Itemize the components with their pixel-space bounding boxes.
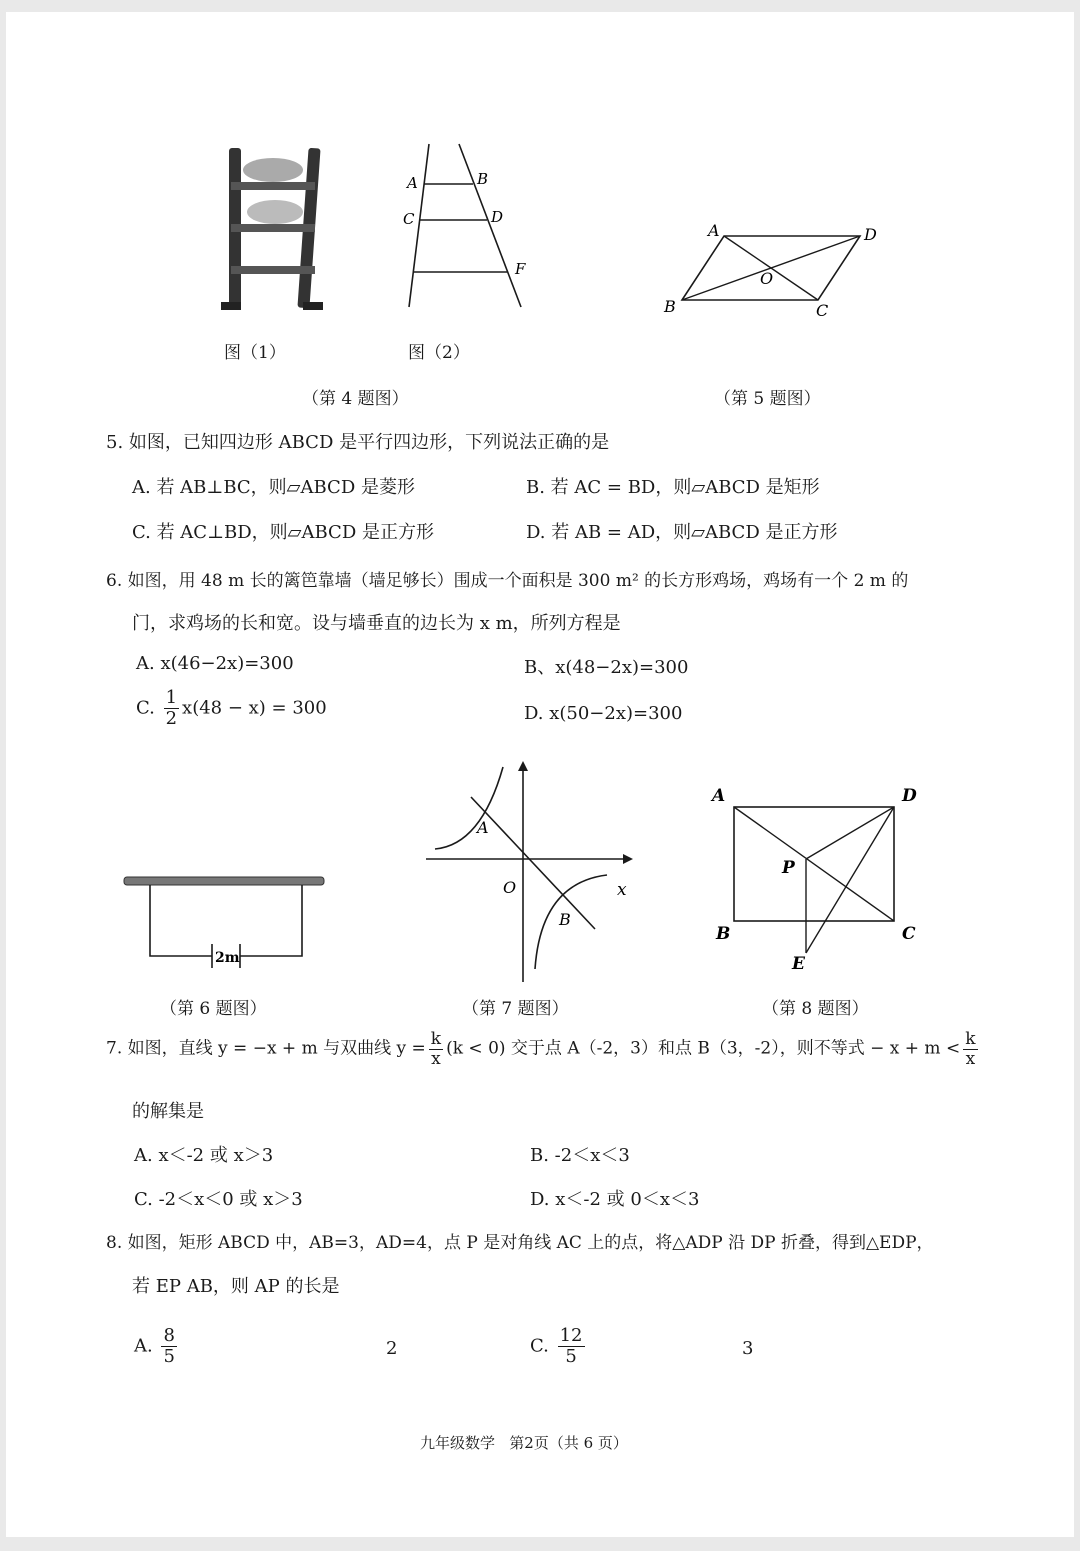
fig4-label-a: A xyxy=(407,174,418,192)
q6-c-frac-den: 2 xyxy=(165,707,178,729)
fig4-label-d: D xyxy=(491,208,504,226)
q7-fraction-2 xyxy=(963,1030,977,1068)
fig5-label-a: A xyxy=(708,221,720,240)
q8-option-a-fraction xyxy=(161,1326,176,1367)
fig4-caption: （第 4 题图） xyxy=(302,389,409,409)
fig7-label-o: O xyxy=(503,878,517,897)
fig4-sub2-caption: 图（2） xyxy=(408,343,470,363)
fig8-label-c: C xyxy=(902,924,916,944)
fig8-label-b: B xyxy=(716,924,731,944)
fig5-parallelogram xyxy=(656,222,896,322)
q6-option-c-label: C. xyxy=(136,697,155,719)
q6-option-c xyxy=(136,688,327,729)
q8-a-num: 8 xyxy=(163,1325,175,1346)
q8-option-c-label: C. xyxy=(530,1335,549,1357)
fig4-sub1-caption: 图（1） xyxy=(224,343,286,363)
q6-option-c-rest: x(48 − x) = 300 xyxy=(182,697,327,719)
q8-option-a-label: A. xyxy=(134,1335,153,1357)
q6-option-c-fraction xyxy=(164,688,179,729)
q8-option-b: 2 xyxy=(386,1338,398,1359)
fig7-caption: （第 7 题图） xyxy=(462,999,569,1019)
q7-option-c: C. -2＜x＜0 或 x＞3 xyxy=(134,1189,303,1210)
fig5-label-b: B xyxy=(664,297,676,316)
fig6-door-label: 2m xyxy=(215,950,240,966)
fig4-label-b: B xyxy=(477,170,489,188)
fig4-ladder-diagram xyxy=(391,142,531,312)
q5-option-d: D. 若 AB = AD，则▱ABCD 是正方形 xyxy=(526,522,838,543)
fig8-rectangle-diagram xyxy=(706,777,936,977)
q7-stem-line1 xyxy=(106,1030,981,1068)
fig7-label-b: B xyxy=(559,910,571,929)
q7-text-part2: (k < 0) 交于点 A（-2，3）和点 B（3，-2），则不等式 − x + m < xyxy=(446,1038,961,1059)
q7-fraction-1 xyxy=(429,1030,443,1068)
q7-number: 7. xyxy=(106,1038,123,1059)
q8-option-c-fraction xyxy=(558,1326,585,1367)
q8-c-num: 12 xyxy=(559,1325,583,1346)
q7-stem-line2: 的解集是 xyxy=(132,1101,204,1122)
q8-option-d: 3 xyxy=(742,1338,754,1359)
q7-text-part1: 如图，直线 y = −x + m 与双曲线 y = xyxy=(127,1038,426,1059)
fig8-label-d: D xyxy=(902,786,917,806)
q7-option-a: A. x＜-2 或 x＞3 xyxy=(134,1145,274,1166)
q7-frac1-num: k xyxy=(430,1029,442,1049)
q8-option-a xyxy=(134,1326,180,1367)
q6-stem-line1: 6. 如图，用 48 m 长的篱笆靠墙（墙足够长）围成一个面积是 300 m² 的长方形鸡场，鸡场有一个 2 m 的 xyxy=(106,571,909,591)
fig5-label-d: D xyxy=(864,225,877,244)
q6-option-a: A. x(46−2x)=300 xyxy=(136,653,294,674)
q5-option-b: B. 若 AC = BD，则▱ABCD 是矩形 xyxy=(526,477,820,498)
q7-frac2-den: x xyxy=(965,1048,976,1069)
fig6-fence-diagram xyxy=(116,872,336,972)
q8-stem-line2: 若 EP AB，则 AP 的长是 xyxy=(132,1276,340,1297)
fig4-label-f: F xyxy=(515,260,526,278)
q7-option-b: B. -2＜x＜3 xyxy=(530,1145,630,1166)
fig8-caption: （第 8 题图） xyxy=(762,999,869,1019)
q6-option-d: D. x(50−2x)=300 xyxy=(524,703,683,724)
fig5-label-c: C xyxy=(816,301,829,320)
fig5-label-o: O xyxy=(760,269,774,288)
fig4-label-c: C xyxy=(403,210,415,228)
q7-frac2-num: k xyxy=(965,1029,976,1049)
q8-option-c xyxy=(530,1326,588,1367)
fig7-label-a: A xyxy=(477,818,489,837)
q7-frac1-den: x xyxy=(431,1048,441,1069)
q5-stem: 5. 如图，已知四边形 ABCD 是平行四边形，下列说法正确的是 xyxy=(106,432,610,453)
fig8-label-p: P xyxy=(782,858,795,878)
q8-c-den: 5 xyxy=(565,1345,577,1367)
page-footer: 九年级数学 第2页（共 6 页） xyxy=(420,1434,628,1452)
fig6-caption: （第 6 题图） xyxy=(160,999,267,1019)
q6-option-b: B、x(48−2x)=300 xyxy=(524,657,689,678)
fig4-stool-image xyxy=(211,142,326,312)
q6-c-frac-num: 1 xyxy=(165,687,178,708)
fig7-label-x: x xyxy=(617,880,627,900)
exam-page xyxy=(6,12,1074,1537)
q6-stem-line2: 门，求鸡场的长和宽。设与墙垂直的边长为 x m，所列方程是 xyxy=(132,613,621,634)
q8-a-den: 5 xyxy=(163,1345,175,1367)
q8-stem-line1: 8. 如图，矩形 ABCD 中，AB=3，AD=4，点 P 是对角线 AC 上的点，将△ADP 沿 DP 折叠，得到△EDP， xyxy=(106,1233,934,1253)
fig8-label-e: E xyxy=(792,954,805,974)
fig7-graph xyxy=(421,757,641,987)
fig8-label-a: A xyxy=(712,786,726,806)
q5-option-c: C. 若 AC⊥BD，则▱ABCD 是正方形 xyxy=(132,522,434,543)
q7-option-d: D. x＜-2 或 0＜x＜3 xyxy=(530,1189,700,1210)
q5-option-a: A. 若 AB⊥BC，则▱ABCD 是菱形 xyxy=(132,477,415,498)
fig5-caption: （第 5 题图） xyxy=(714,389,821,409)
